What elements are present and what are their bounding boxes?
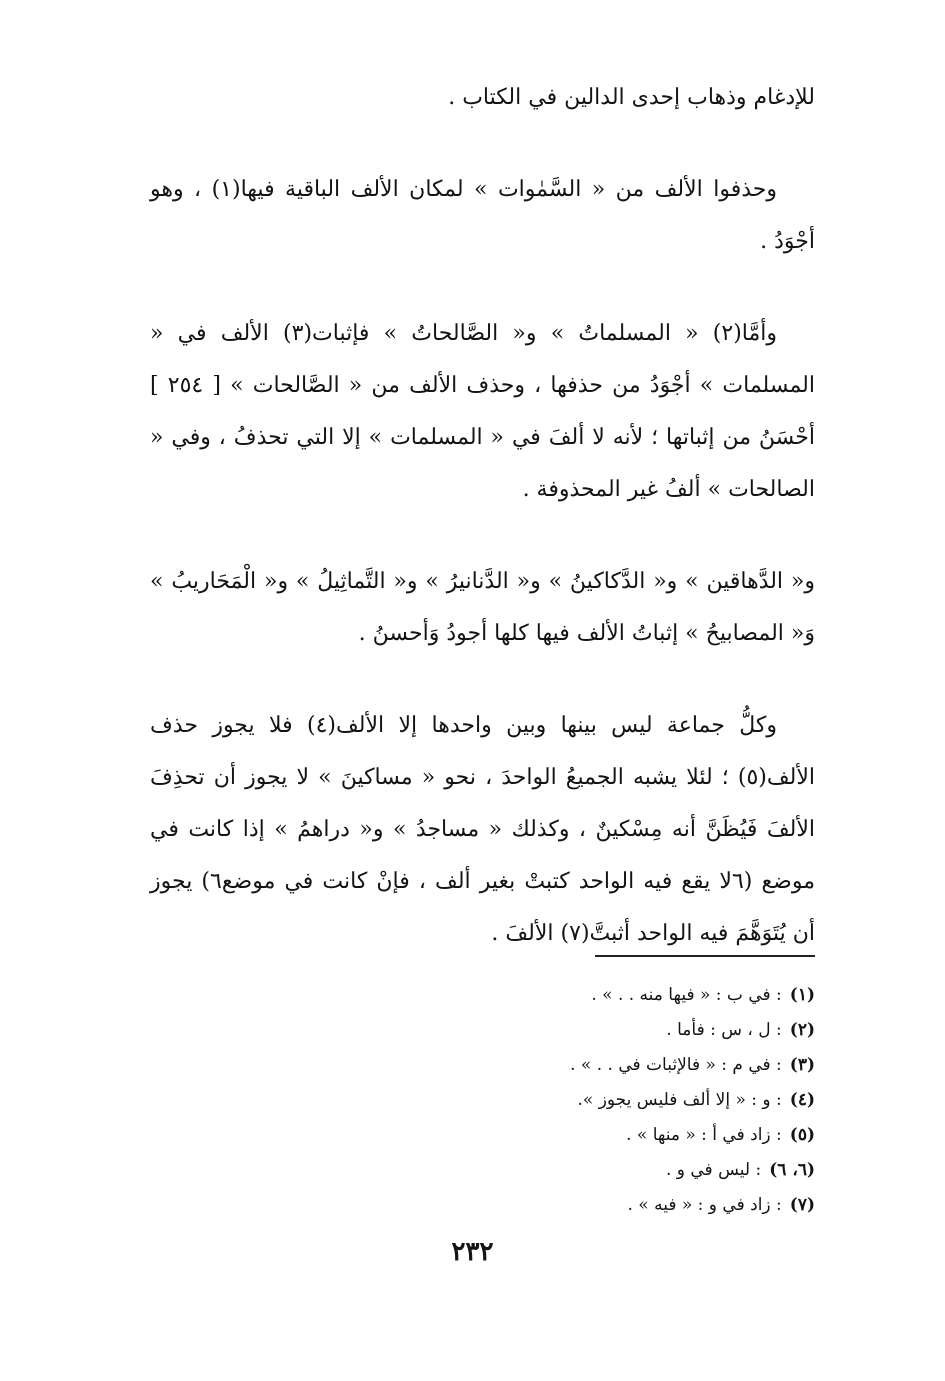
footnote-text: : زاد في و : « فيه » . [627, 1195, 782, 1215]
main-text [150, 72, 815, 960]
footnote-2 [380, 1013, 815, 1048]
paragraph-4: و« الدَّهاقين » و« الدَّكاكينُ » و« الدَّنانيرُ » و« التَّماثِيلُ » و« الْمَحَاريبُ » وَ« المصابيحُ » إثباتُ الألف فيها كلها أجودُ وَأحسنُ . [150, 569, 815, 646]
footnote-text: : ل ، س : فأما . [666, 1020, 782, 1040]
footnote-divider [595, 955, 815, 957]
footnote-3 [380, 1048, 815, 1083]
footnote-4 [380, 1083, 815, 1118]
footnote-number: (٣) [789, 1055, 815, 1075]
footnote-number: (٢) [789, 1020, 815, 1040]
footnote-number: (٤) [789, 1090, 815, 1110]
footnote-text: : زاد في أ : « منها » . [626, 1125, 782, 1145]
page-number: ٢٣٢ [451, 1237, 494, 1267]
footnotes [380, 978, 815, 1223]
footnote-1 [380, 978, 815, 1013]
footnote-text: : في م : « فالإثبات في . . » . [570, 1055, 782, 1075]
paragraph-3: وأمَّا(٢) « المسلماتُ » و« الصَّالحاتُ » فإثبات(٣) الألف في « المسلمات » أجْوَدُ من حذفها ، وحذف الألف من « الصَّالحات » [ ٢٥٤ ] أحْسَنُ من إثباتها ؛ لأنه لا ألفَ في « المسلمات » إلا التي تحذفُ ، وفي « الصالحات » ألفُ غير المحذوفة . [150, 321, 816, 502]
footnote-text: : في ب : « فيها منه . . » . [591, 985, 782, 1005]
paragraph-5: وكلُّ جماعة ليس بينها وبين واحدها إلا الألف(٤) فلا يجوز حذف الألف(٥) ؛ لئلا يشبه الجميعُ الواحدَ ، نحو « مساكينَ » لا يجوز أن تحذِفَ الألفَ فَيُظَنَّ أنه مِسْكينٌ ، وكذلك « مساجدُ » و« دراهمُ » إذا كانت في موضع (٦لا يقع فيه الواحد كتبتْ بغير ألف ، فإنْ كانت في موضع٦) يجوز أن يُتَوَهَّمَ فيه الواحد أثبتَّ(٧) الألفَ . [150, 713, 815, 946]
footnote-text: : ليس في و . [665, 1160, 762, 1180]
footnote-number: (٥) [789, 1125, 815, 1145]
paragraph-1: للإدغام وذهاب إحدى الدالين في الكتاب . [448, 85, 815, 110]
footnote-number: (١) [789, 985, 815, 1005]
footnote-number: (٧) [789, 1195, 815, 1215]
footnote-6 [380, 1153, 815, 1188]
footnote-7 [380, 1188, 815, 1223]
paragraph-2: وحذفوا الألف من « السَّمٰوات » لمكان الألف الباقية فيها(١) ، وهو أجْوَدُ . [150, 177, 815, 254]
footnote-5 [380, 1118, 815, 1153]
footnote-text: : و : « إلا ألف فليس يجوز ». [577, 1090, 782, 1110]
footnote-number: (٦، ٦) [769, 1160, 815, 1180]
